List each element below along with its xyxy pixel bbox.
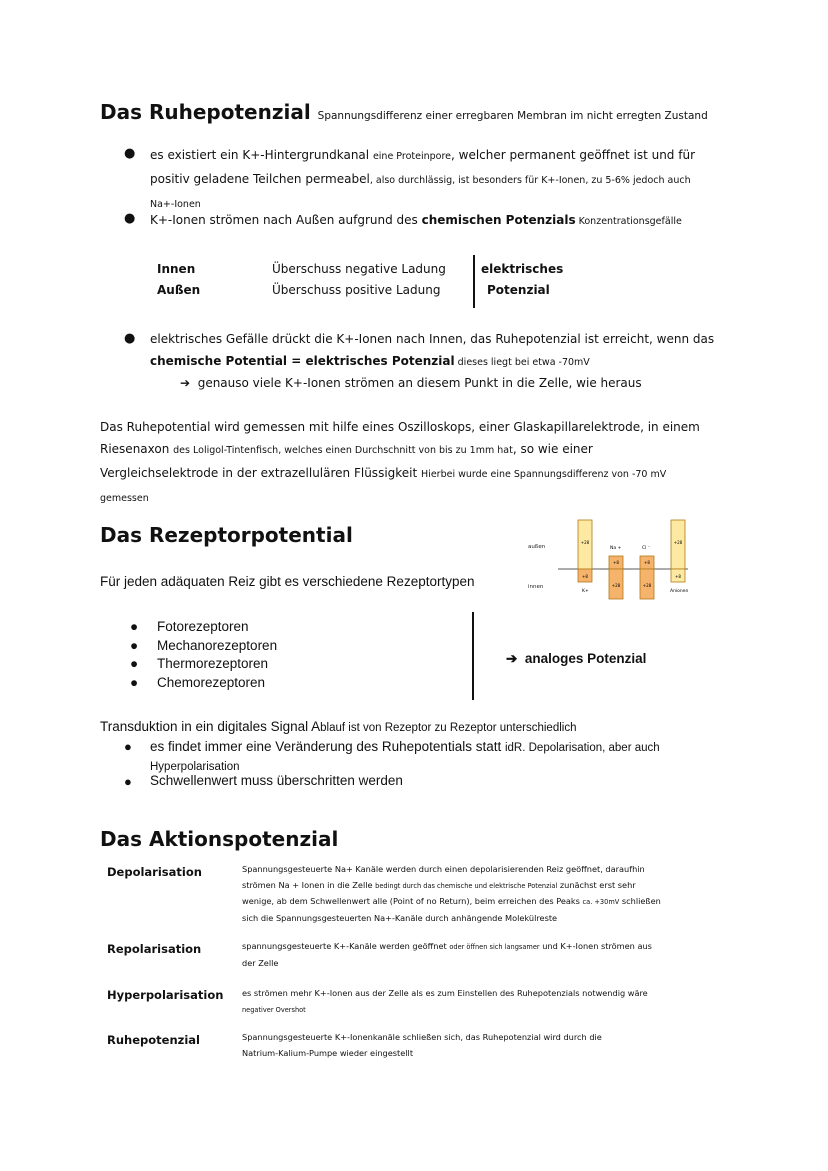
- bullet-k-channel: [150, 144, 750, 216]
- text: Chemorezeptoren: [157, 674, 266, 690]
- text: Vergleichselektrode in der extrazellulären Flüssigkeit: [100, 466, 422, 480]
- text: Transduktion in ein digitales Signal A: [100, 719, 321, 734]
- section-title-ruhepotenzial: [100, 100, 708, 124]
- text: analoges Potenzial: [524, 651, 647, 666]
- text-small: Konzentrationsgefälle: [575, 216, 682, 227]
- phase-label-depolarisation: Depolarisation: [107, 865, 202, 879]
- text: es findet immer eine Veränderung des Ruhepotentials statt: [150, 739, 505, 754]
- text: strömen Na + Ionen in die Zelle: [242, 879, 376, 890]
- list-item: ● Chemorezeptoren: [130, 674, 266, 690]
- rezeptor-divider: [472, 612, 474, 700]
- text-small: Hyperpolarisation: [150, 761, 240, 773]
- text: elektrisches Gefälle drückt die K+-Ionen nach Innen, das Ruhepotenzial ist erreicht, wenn das: [150, 332, 715, 346]
- list-item: ● Fotorezeptoren: [130, 619, 249, 634]
- bullet-schwellenwert: Schwellenwert muss überschritten werden: [150, 773, 403, 788]
- table-divider: [473, 255, 475, 308]
- text: es existiert ein K+-Hintergrundkanal: [150, 148, 373, 162]
- phase-text-hyperpolarisation: [242, 986, 682, 1018]
- text: es strömen mehr K+-Ionen aus der Zelle als es zum Einstellen des Ruhepotenzials notwendig wäre: [242, 988, 648, 998]
- bullet-dot: ●: [124, 211, 136, 226]
- text: Mechanorezeptoren: [157, 637, 278, 653]
- text-small: idR. Depolarisation, aber auch: [504, 742, 660, 754]
- text-small: Na+-Ionen: [150, 199, 201, 210]
- text: Das Ruhepotential wird gemessen mit hilfe eines Oszilloskops, einer Glaskapillarelektrode, in einem: [100, 420, 700, 434]
- table-innen-value: Überschuss negative Ladung: [272, 262, 446, 276]
- value-k-bottom: +8: [582, 574, 588, 579]
- bullet-ruhepotential-change: [150, 738, 660, 776]
- text: genauso viele K+-Ionen strömen an diesem Punkt in die Zelle, wie heraus: [197, 376, 642, 390]
- transduktion-line: [100, 719, 576, 734]
- phase-label-hyperpolarisation: Hyperpolarisation: [107, 988, 224, 1002]
- table-right-label-1: elektrisches: [481, 262, 564, 276]
- bullet-chemisches-potenzial: [150, 209, 682, 233]
- table-aussen-label: Außen: [157, 283, 201, 297]
- text: der Zelle: [242, 957, 279, 968]
- text-bold: chemische Potential = elektrisches Potenzial: [150, 354, 455, 368]
- text: positiv geladene Teilchen permeabel: [150, 172, 370, 186]
- label-anionen: Anionen: [670, 589, 689, 594]
- text: sich die Spannungsgesteuerten Na+-Kanäle durch anhängende Molekülreste: [242, 912, 558, 923]
- arrow-icon: ➔: [180, 376, 191, 390]
- title-subtitle: Spannungsdifferenz einer erregbaren Membran im nicht erregten Zustand: [317, 110, 708, 122]
- rezeptor-type-list: [130, 618, 277, 692]
- text: Spannungsgesteuerte K+-Ionenkanäle schließen sich, das Ruhepotenzial wird durch die: [242, 1032, 602, 1042]
- value-anionen-top: +28: [673, 540, 683, 545]
- bullet-dot: ●: [124, 331, 136, 346]
- text: spannungsgesteuerte K+-Kanäle werden geöffnet: [242, 941, 450, 951]
- text: Thermorezeptoren: [157, 656, 269, 671]
- rezeptor-intro: Für jeden adäquaten Reiz gibt es verschiedene Rezeptortypen: [100, 574, 475, 589]
- label-cl: Cl ⁻: [642, 546, 651, 551]
- bullet-dot: ●: [124, 774, 132, 789]
- phase-text-depolarisation: [242, 862, 682, 926]
- phase-label-ruhepotenzial: Ruhepotenzial: [107, 1033, 200, 1047]
- value-anionen-bottom: +8: [675, 574, 681, 579]
- table-right-label-2: Potenzial: [487, 283, 550, 297]
- label-na: Na +: [610, 546, 622, 551]
- analog-item: [506, 651, 646, 667]
- text: Natrium-Kalium-Pumpe wieder eingestellt: [242, 1047, 414, 1058]
- phase-text-repolarisation: [242, 939, 682, 971]
- text-bold: chemischen Potenzials: [421, 213, 576, 227]
- value-cl-top: +8: [644, 560, 650, 565]
- list-item: ● Thermorezeptoren: [130, 656, 269, 671]
- text-small: , also durchlässig, ist besonders für K+-Ionen, zu 5-6% jedoch auch: [369, 175, 691, 186]
- arrow-icon: ➔: [506, 651, 518, 666]
- phase-label-repolarisation: Repolarisation: [107, 942, 202, 956]
- text-small: dieses liegt bei etwa -70mV: [454, 357, 590, 368]
- text: und K+-Ionen strömen aus: [539, 941, 652, 951]
- bullet-elektrisches-gefaelle: [150, 328, 770, 374]
- label-innen: innen: [528, 584, 544, 590]
- text-small: Hierbei wurde eine Spannungsdifferenz von -70 mV: [421, 469, 667, 480]
- text-small: oder öffnen sich langsamer: [449, 943, 540, 951]
- text-small: blauf ist von Rezeptor zu Rezeptor unterschiedlich: [320, 722, 577, 734]
- text: , so wie einer: [512, 442, 593, 456]
- text: zunächst erst sehr: [557, 879, 636, 890]
- text-small: gemessen: [100, 493, 149, 504]
- title-text: Das Ruhepotenzial: [100, 100, 311, 124]
- text-small: des Loligol-Tintenfisch, welches einen Durchschnitt von bis zu 1mm hat: [173, 445, 513, 456]
- phase-text-ruhepotenzial: [242, 1030, 682, 1061]
- bullet-dot: ●: [124, 739, 132, 754]
- paragraph-messung: [100, 416, 740, 510]
- label-aussen: außen: [528, 544, 546, 550]
- section-title-aktionspotenzial: Das Aktionspotenzial: [100, 827, 339, 851]
- list-item: ● Mechanorezeptoren: [130, 637, 278, 653]
- text-small: negativer Overshot: [242, 1005, 306, 1014]
- table-aussen-value: Überschuss positive Ladung: [272, 283, 441, 297]
- arrow-item: [180, 372, 642, 394]
- text-small: ca. +30mV: [582, 898, 620, 906]
- value-cl-bottom: +28: [642, 583, 652, 588]
- text-small: bedingt durch das chemische und elektrische Potenzial: [375, 881, 558, 890]
- section-title-rezeptorpotential: Das Rezeptorpotential: [100, 523, 353, 547]
- text: K+-Ionen strömen nach Außen aufgrund des: [150, 213, 422, 227]
- text: Fotorezeptoren: [157, 619, 249, 634]
- text: Spannungsgesteuerte Na+ Kanäle werden durch einen depolarisierenden Reiz geöffnet, daraufhin: [242, 864, 645, 874]
- text: wenige, ab dem Schwellenwert alle (Point of no Return), beim erreichen des Peaks: [242, 896, 583, 906]
- membrane-charge-diagram: [510, 512, 710, 604]
- value-k-top: +28: [580, 540, 590, 545]
- bullet-dot: ●: [124, 146, 136, 161]
- label-k: K+: [582, 589, 589, 594]
- text-small: eine Proteinpore: [372, 151, 451, 162]
- value-na-top: +8: [613, 560, 619, 565]
- text: , welcher permanent geöffnet ist und für: [451, 148, 696, 162]
- table-innen-label: Innen: [157, 262, 196, 276]
- text: schließen: [619, 896, 661, 906]
- value-na-bottom: +28: [611, 583, 621, 588]
- text: Riesenaxon: [100, 442, 174, 456]
